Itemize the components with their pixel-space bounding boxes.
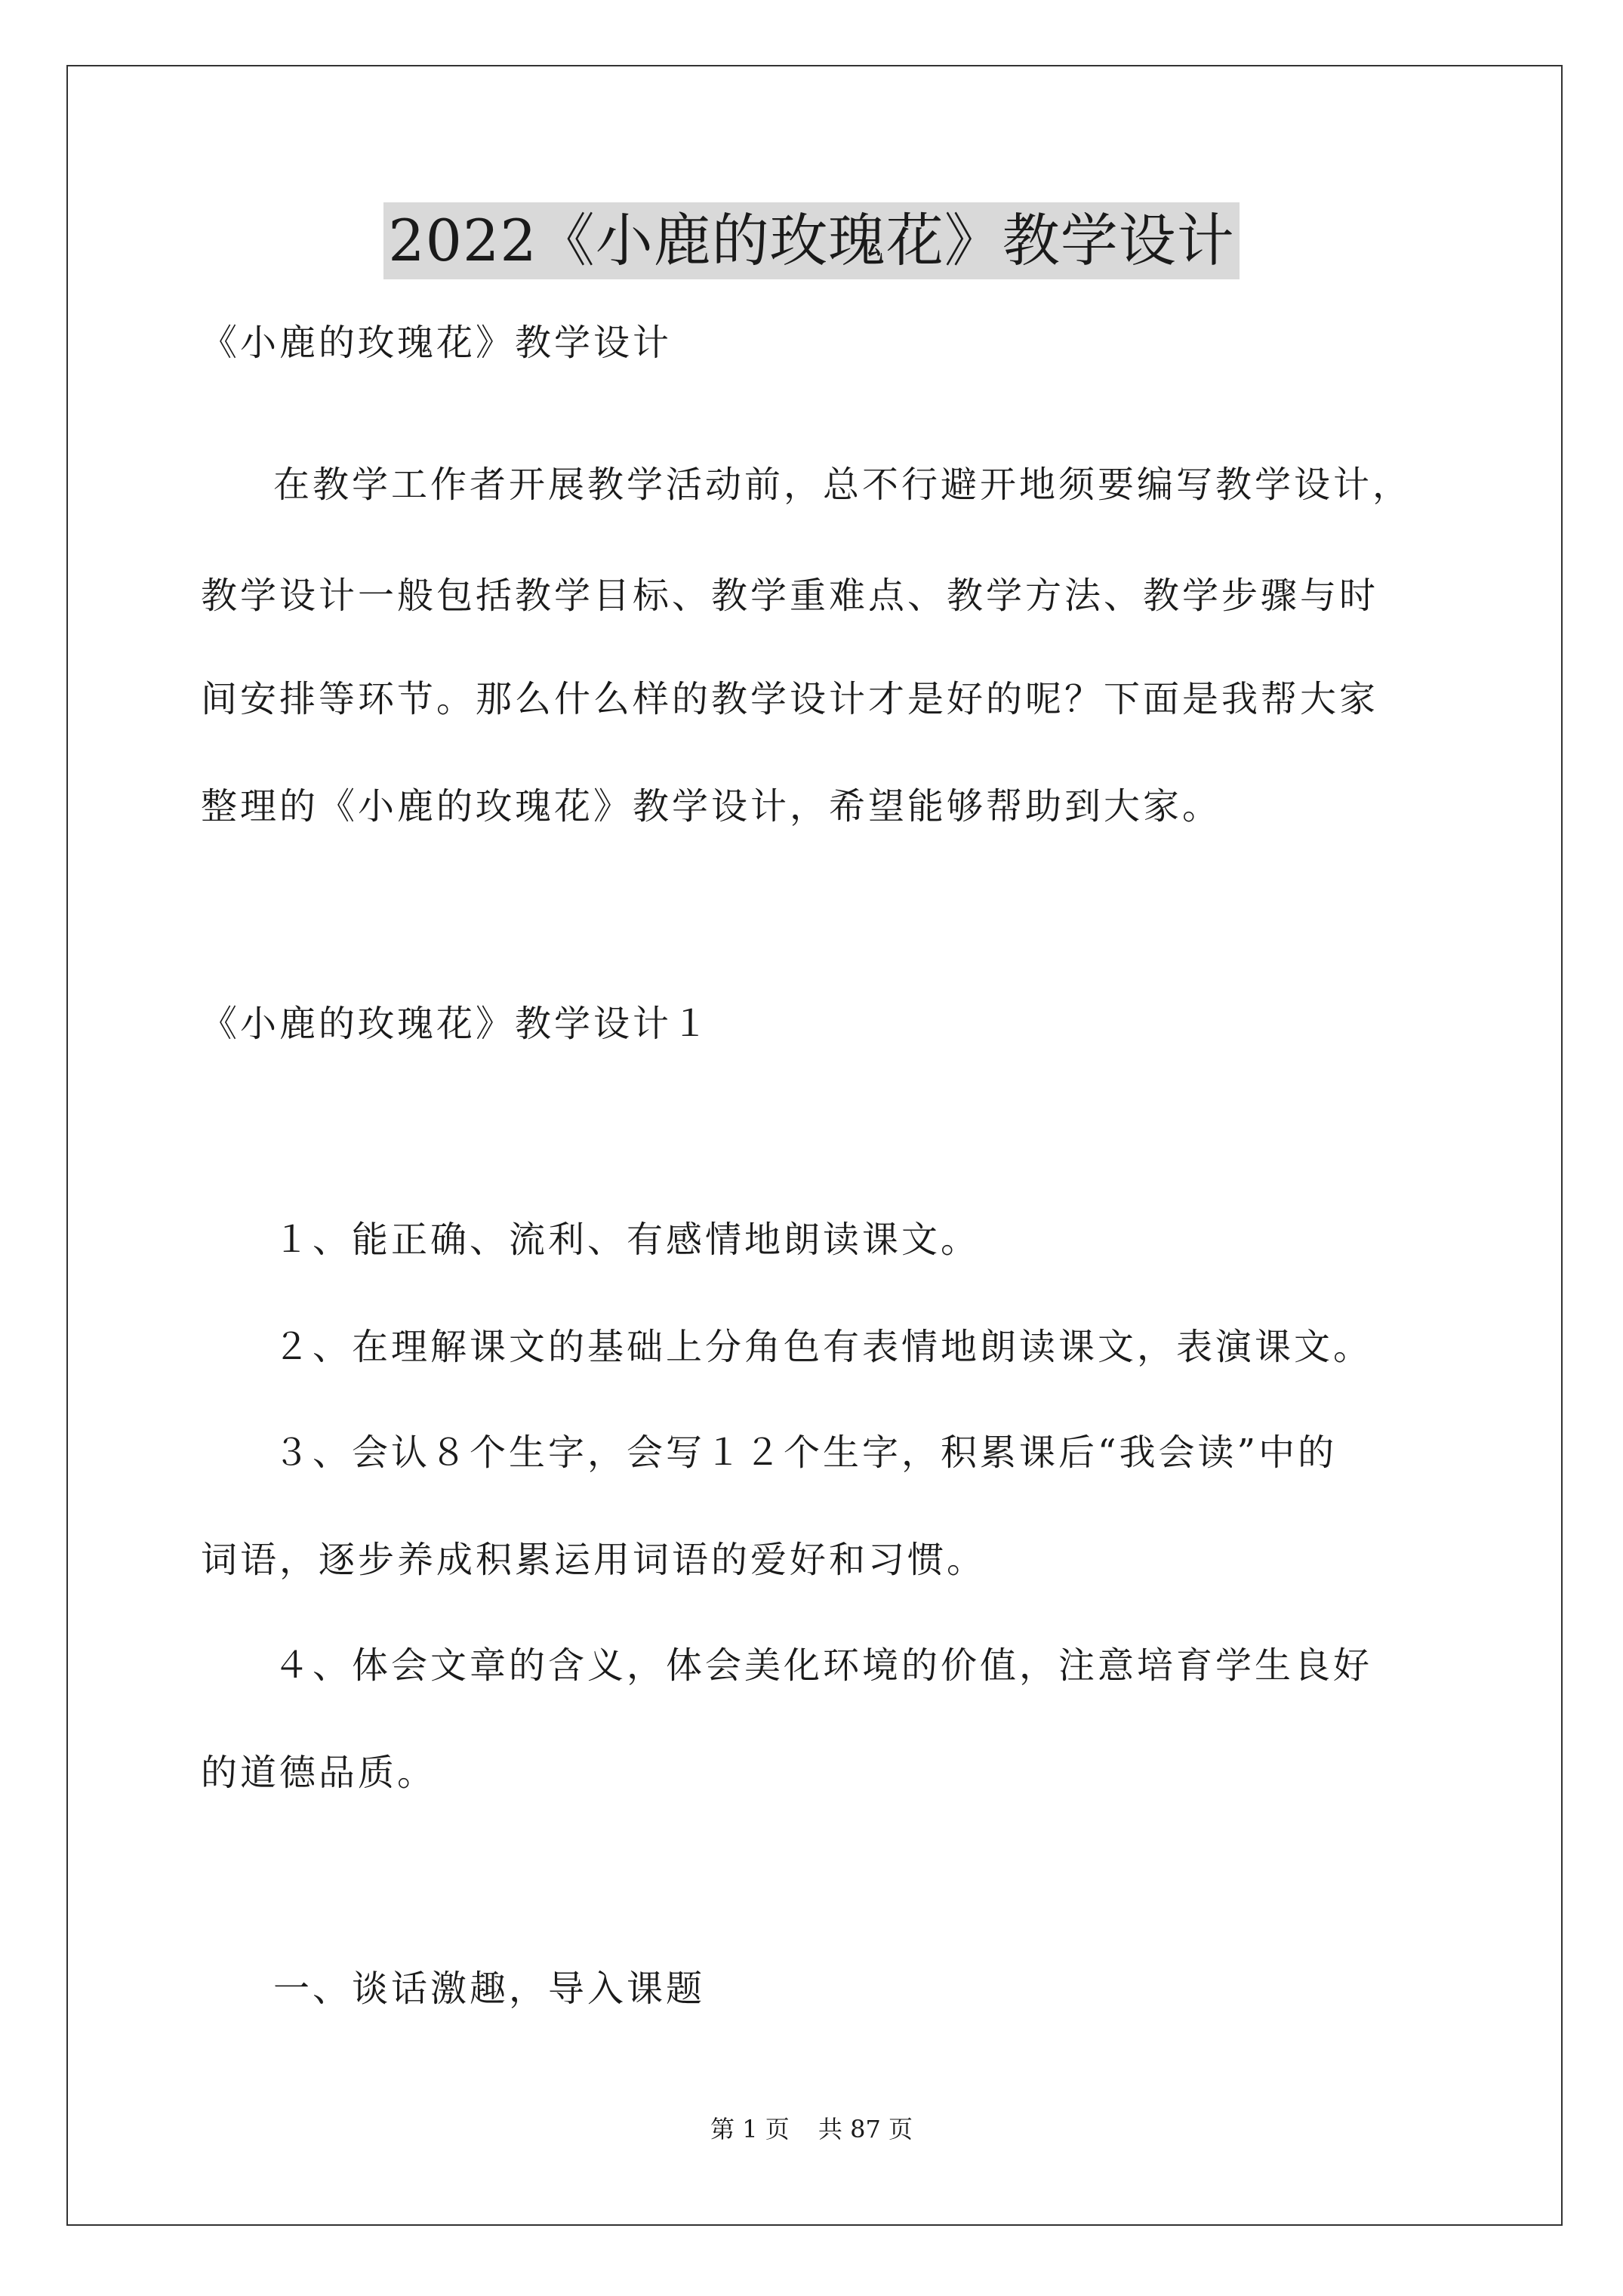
page-border <box>66 65 1563 2226</box>
document-title: 2022《小鹿的玫瑰花》教学设计 <box>383 202 1239 279</box>
page-number: 第 1 页 <box>710 2115 790 2143</box>
goal-line-5: ４、体会文章的含义，体会美化环境的价值，注意培育学生良好 <box>273 1644 1373 1687</box>
intro-line-1: 在教学工作者开展教学活动前，总不行避开地须要编写教学设计， <box>273 464 1412 506</box>
goal-line-6: 的道德品质。 <box>201 1752 437 1794</box>
goal-line-3: ３、会认８个生字，会写１２个生字，积累课后“我会读”中的 <box>273 1432 1338 1474</box>
intro-line-2: 教学设计一般包括教学目标、教学重难点、教学方法、教学步骤与时 <box>201 575 1379 617</box>
total-pages: 共 87 页 <box>818 2115 913 2143</box>
intro-line-3: 间安排等环节。那么什么样的教学设计才是好的呢？下面是我帮大家 <box>201 678 1379 720</box>
goal-line-1: １、能正确、流利、有感情地朗读课文。 <box>273 1219 981 1261</box>
title-container <box>0 202 1623 279</box>
intro-line-4: 整理的《小鹿的玫瑰花》教学设计，希望能够帮助到大家。 <box>201 785 1222 827</box>
page-footer <box>0 2114 1623 2144</box>
step-heading: 一、谈话激趣，导入课题 <box>273 1968 706 2010</box>
section-heading: 《小鹿的玫瑰花》教学设计１ <box>201 1003 712 1045</box>
document-subtitle: 《小鹿的玫瑰花》教学设计 <box>201 322 673 364</box>
goal-line-2: ２、在理解课文的基础上分角色有表情地朗读课文，表演课文。 <box>273 1326 1373 1368</box>
goal-line-4: 词语，逐步养成积累运用词语的爱好和习惯。 <box>201 1539 987 1581</box>
